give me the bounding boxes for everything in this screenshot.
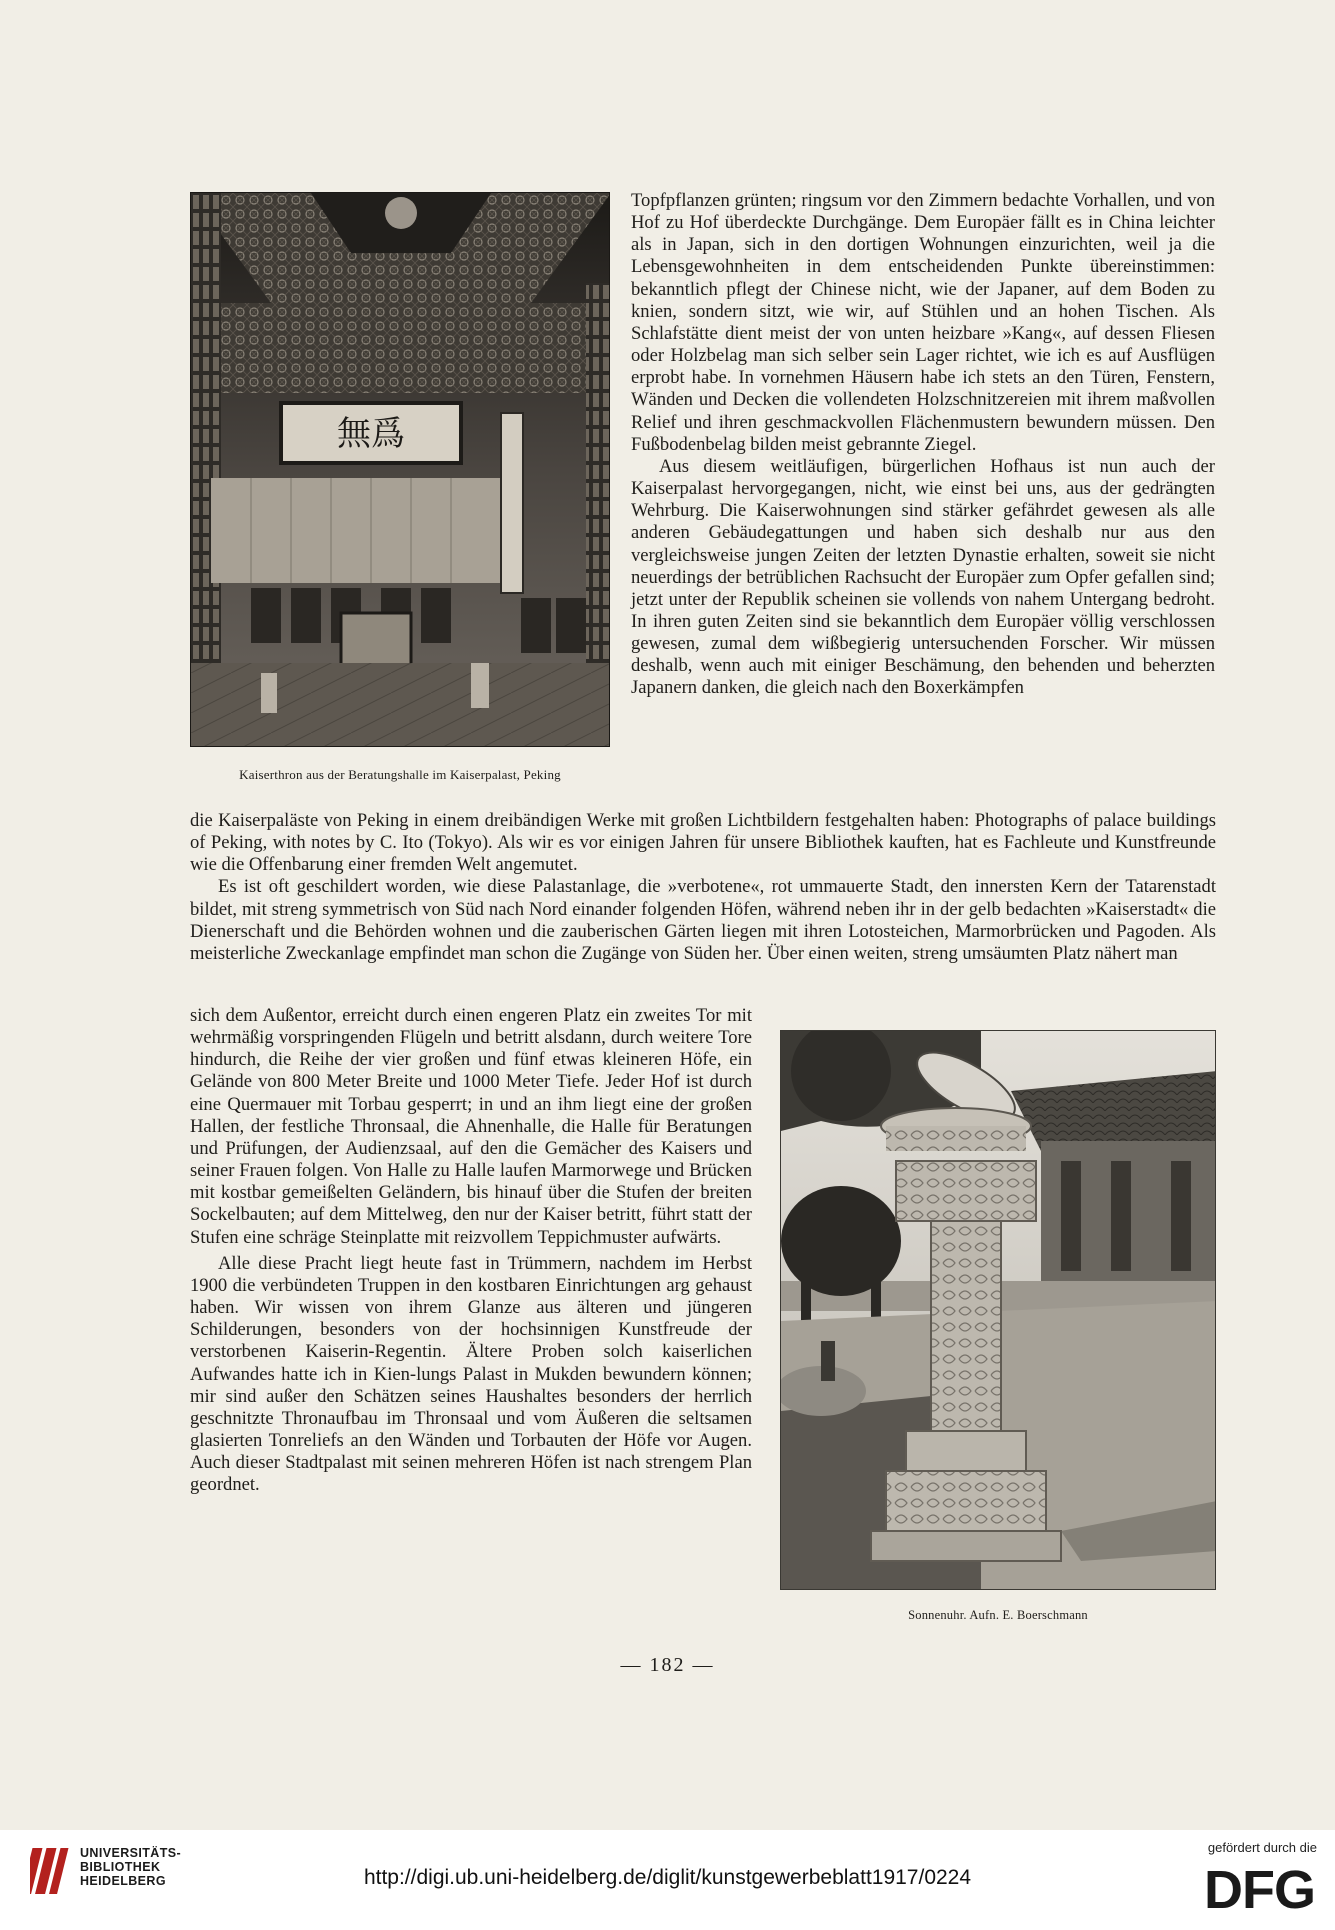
throne-photograph <box>190 192 610 747</box>
funding-label: gefördert durch die <box>1207 1840 1317 1855</box>
right-column-text <box>631 190 1215 700</box>
library-name-line: UNIVERSITÄTS- <box>80 1846 182 1860</box>
left-column-text <box>190 1005 752 1496</box>
paragraph: Es ist oft geschildert worden, wie diese Palastanlage, die »verbotene«, rot ummauerte Stadt, den innersten Kern der Tatarenstadt bildet, mit streng symmetrisch von Süd nach Nord einander folgenden Höfen, während neben ihr in der gelb bedachten »Kaiserstadt« die Dienerschaft und die Behörden wohnen und die zauberischen Gärten liegen mit ihren Lotosteichen, Marmorbrücken und Pagoden. Als meisterliche Zweckanlage empfindet man schon die Zugänge von Süden her. Über einen weiten, streng umsäumten Platz nähert man <box>190 876 1216 964</box>
sundial-photograph <box>780 1030 1216 1590</box>
library-name-line: BIBLIOTHEK <box>80 1860 161 1874</box>
page-number: — 182 — <box>620 1654 715 1676</box>
throne-plaque: 無爲 <box>337 414 405 454</box>
paragraph: die Kaiserpaläste von Peking in einem dreibändigen Werke mit großen Lichtbildern festgehalten haben: Photographs of palace buildings of Peking, with notes by C. Ito (Tokyo). Als wir es vor einigen Jahren für unsere Bibliothek kauften, hat es Fachleute und Kunstfreunde wie die Offenbarung einer fremden Welt angemutet. <box>190 810 1216 876</box>
source-url-link[interactable]: http://digi.ub.uni-heidelberg.de/diglit/kunstgewerbeblatt1917/0224 <box>363 1866 972 1889</box>
sundial-illustration <box>781 1031 1216 1590</box>
library-name-line: HEIDELBERG <box>80 1874 166 1888</box>
paragraph: Topfpflanzen grünten; ringsum vor den Zimmern bedachte Vorhallen, und von Hof zu Hof überdeckte Durchgänge. Dem Europäer fällt es in China leichter als in Japan, sich in den dortigen Wohnungen einzurichten, weil ja die Lebensgewohnheiten in dem entscheidenden Punkte übereinstimmen: bekanntlich pflegt der Chinese nicht, wie der Japaner, auf dem Boden zu knien, sondern sitzt, wie wir, auf Stühlen und an hohen Tischen. Als Schlafstätte dient meist der von unten heizbare »Kang«, auf dessen Fliesen oder Holzbelag man sich selber sein Lager richtet, wie ich es auf Ausflügen erprobt habe. In vornehmen Häusern habe ich stets an den Türen, Fenstern, Wänden und Decken die vollendeten Holzschnitzereien mit ihrem maßvollen Relief und ihren geschmackvollen Flächenmustern bewundern müssen. Den Fußbodenbelag bilden meist gebrannte Ziegel. <box>631 190 1215 455</box>
paragraph: Aus diesem weitläufigen, bürgerlichen Hofhaus ist nun auch der Kaiserpalast hervorgegangen, nicht, wie einst bei uns, aus der gedrängten Wehrburg. Die Kaiserwohnungen sind stärker gefährdet gewesen als alle anderen Gebäudegattungen und haben sich deshalb nur aus den vergleichsweise jungen Zeiten der letzten Dynastie erhalten, soweit sie nicht neuerdings der betrüblichen Rachsucht der Europäer zum Opfer gefallen sind; jetzt unter der Republik scheinen sie vollends von nahem Untergang bedroht. In ihren guten Zeiten sind sie bekanntlich dem Europäer völlig verschlossen gewesen, zumal dem wißbegierig untersuchenden Forscher. Wir müssen deshalb, wenn auch mit einiger Beschämung, den behenden und beherzten Japanern danken, die gleich nach den Boxerkämpfen <box>631 455 1215 699</box>
paragraph: sich dem Außentor, erreicht durch einen engeren Platz ein zweites Tor mit wehrmäßig vorspringenden Flügeln und betritt alsdann, durch weitere Tore hindurch, die Reihe der vier großen und fünf etwas kleineren Höfe, ein Gelände von 800 Meter Breite und 1000 Meter Tiefe. Jeder Hof ist durch eine Quermauer mit Torbau gesperrt; in und an ihm liegt eine der großen Hallen, der festliche Thronsaal, die Ahnenhalle, die Halle für Beratungen und Prüfungen, der Audienzsaal, auf den die Gemächer des Kaisers und seiner Frauen folgen. Von Halle zu Halle laufen Marmorwege und Brücken mit kostbar gemeißelten Geländern, bis hinauf über die Stufen der breiten Sockelbauten; auf dem Mittelweg, den nur der Kaiser betritt, führt statt der Stufen eine schräge Steinplatte mit reizvollem Teppichmuster aufwärts. <box>190 1005 752 1248</box>
throne-caption: Kaiserthron aus der Beratungshalle im Kaiserpalast, Peking <box>239 767 561 782</box>
digitization-footer <box>0 1830 1335 1930</box>
full-width-text <box>190 810 1216 965</box>
dfg-logo: DFG <box>1204 1860 1315 1920</box>
throne-room-illustration <box>191 193 610 747</box>
sundial-caption: Sonnenuhr. Aufn. E. Boerschmann <box>908 1608 1088 1622</box>
paragraph: Alle diese Pracht liegt heute fast in Trümmern, nachdem im Herbst 1900 die verbündeten Truppen in den kostbaren Einrichtungen arg gehaust haben. Wir wissen von ihrem Glanze aus älteren und jüngeren Schilderungen, besonders von der hochsinnigen Kunstfreude der verstorbenen Kaiserin-Regentin. Ältere Proben solch kaiserlichen Aufwandes hatte ich in Kien-lungs Palast in Mukden bewundern können; mir sind außer den Schätzen seines Haushaltes besonders der herrlich geschnitzte Thronaufbau im Thronsaal und vom Äußeren die seltsamen glasierten Tonreliefs an den Wänden und Torbauten der Höfe vor Augen. Auch dieser Stadtpalast mit seinen mehreren Höfen ist nach strengem Plan geordnet. <box>190 1252 752 1496</box>
